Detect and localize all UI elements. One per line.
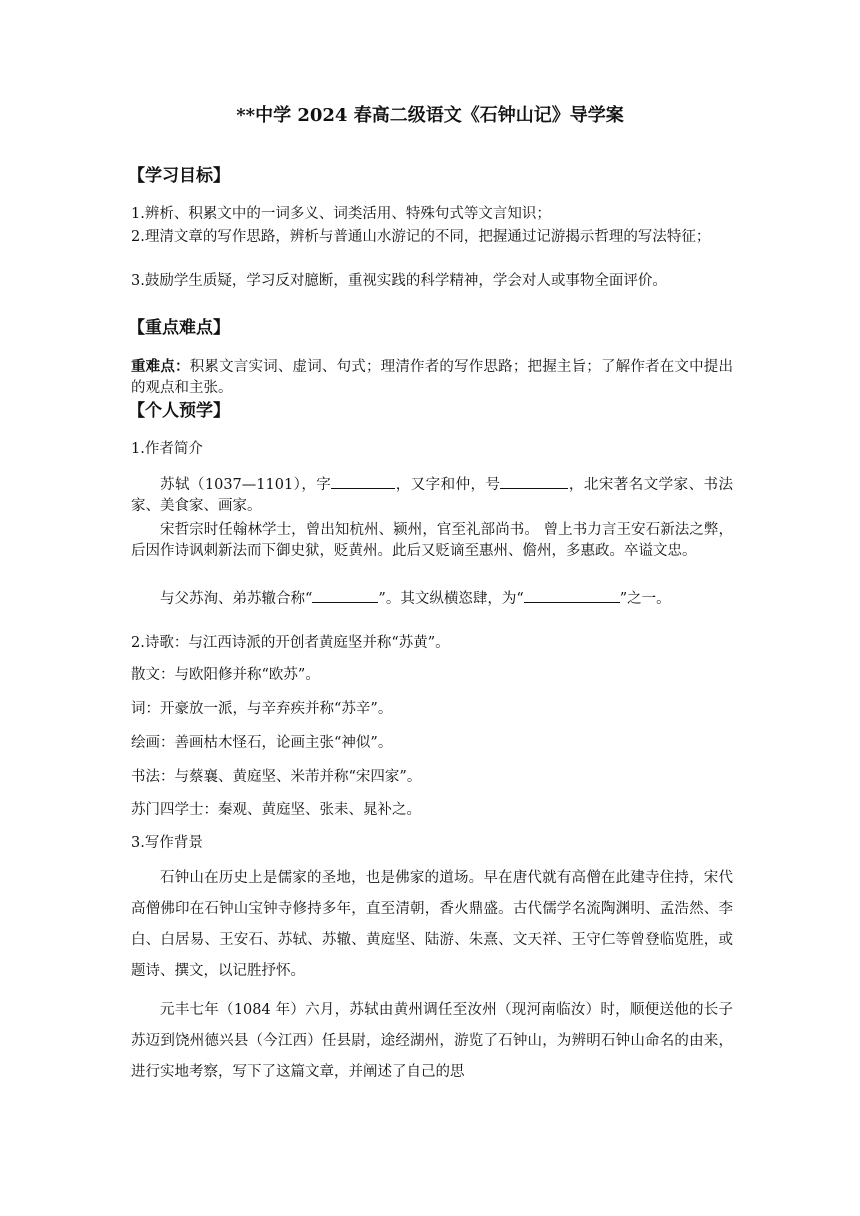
art-name-blank[interactable] (500, 474, 568, 489)
key-difficulties-body: 积累文言实词、虚词、句式；理清作者的写作思路；把握主旨；了解作者在文中提出的观点和主张。 (131, 359, 733, 396)
author-intro-para-1 (131, 474, 733, 517)
background-para-1: 石钟山在历史上是儒家的圣地，也是佛家的道场。早在唐代就有高僧在此建寺住持，宋代高僧佛印在石钟山宝钟寺修持多年，直至清朝，香火鼎盛。古代儒学名流陶渊明、孟浩然、李白、白居易、王安石、苏轼、苏辙、黄庭坚、陆游、朱熹、文天祥、王守仁等曾登临览胜，或题诗、撰文，以记胜抒怀。 (131, 870, 733, 979)
author-intro-title: 1.作者简介 (131, 441, 203, 457)
achievement-su-school: 苏门四学士：秦观、黄庭坚、张耒、晁补之。 (131, 802, 421, 818)
goal-item-3: 3.鼓励学生质疑，学习反对臆断，重视实践的科学精神，学会对人或事物全面评价。 (131, 273, 667, 289)
achievement-painting: 绘画：善画枯木怪石，论画主张“神似”。 (131, 735, 393, 751)
author-text-a: 苏轼（1037—1101），字 (160, 477, 332, 493)
author-intro-para-2: 宋哲宗时任翰林学士，曾出知杭州、颍州，官至礼部尚书。 曾上书力言王安石新法之弊，后因作诗讽刺新法而下御史狱，贬黄州。此后又贬谪至惠州、儋州，多惠政。卒谥文忠。 (131, 522, 733, 559)
author-text-f: ”之一。 (619, 591, 671, 607)
achievement-prose: 散文：与欧阳修并称“欧苏”。 (131, 667, 320, 683)
author-text-e: ”。其文纵横恣肆，为“ (378, 591, 524, 607)
author-text-b: ，又字和仲，号 (395, 477, 501, 493)
three-su-blank[interactable] (312, 588, 378, 603)
eight-masters-blank[interactable] (524, 588, 620, 603)
background-title: 3.写作背景 (131, 835, 203, 851)
heading-personal-preview: 【个人预学】 (128, 401, 230, 421)
author-intro-para-3 (131, 588, 733, 610)
goal-item-1: 1.辨析、积累文中的一词多义、词类活用、特殊句式等文言知识； (131, 206, 551, 222)
goal-item-2: 2.理清文章的写作思路，辨析与普通山水游记的不同，把握通过记游揭示哲理的写法特征； (131, 229, 711, 245)
author-text-d: 与父苏洵、弟苏辙合称“ (160, 591, 313, 607)
achievement-calligraphy: 书法：与蔡襄、黄庭坚、米芾并称“宋四家”。 (131, 769, 422, 785)
courtesy-name-blank[interactable] (331, 474, 395, 489)
heading-learning-goals: 【学习目标】 (128, 166, 230, 186)
document-title: **中学 2024 春高二级语文《石钟山记》导学案 (236, 105, 624, 126)
author-text-c: ，北宋著名文学家、书法家、美食家、画家。 (131, 477, 734, 514)
heading-key-difficulties: 【重点难点】 (128, 318, 230, 338)
background-para-2: 元丰七年（1084 年）六月，苏轼由黄州调任至汝州（现河南临汝）时，顺便送他的长子苏迈到饶州德兴县（今江西）任县尉，途经湖州，游览了石钟山，为辨明石钟山命名的由来，进行实地考察，写下了这篇文章，并阐述了自己的思 (131, 1002, 733, 1080)
achievement-ci: 词：开豪放一派，与辛弃疾并称“苏辛”。 (131, 701, 393, 717)
achievement-poetry: 2.诗歌：与江西诗派的开创者黄庭坚并称“苏黄”。 (131, 635, 450, 651)
key-difficulties-text (131, 356, 733, 399)
key-difficulties-label: 重难点： (131, 358, 190, 375)
